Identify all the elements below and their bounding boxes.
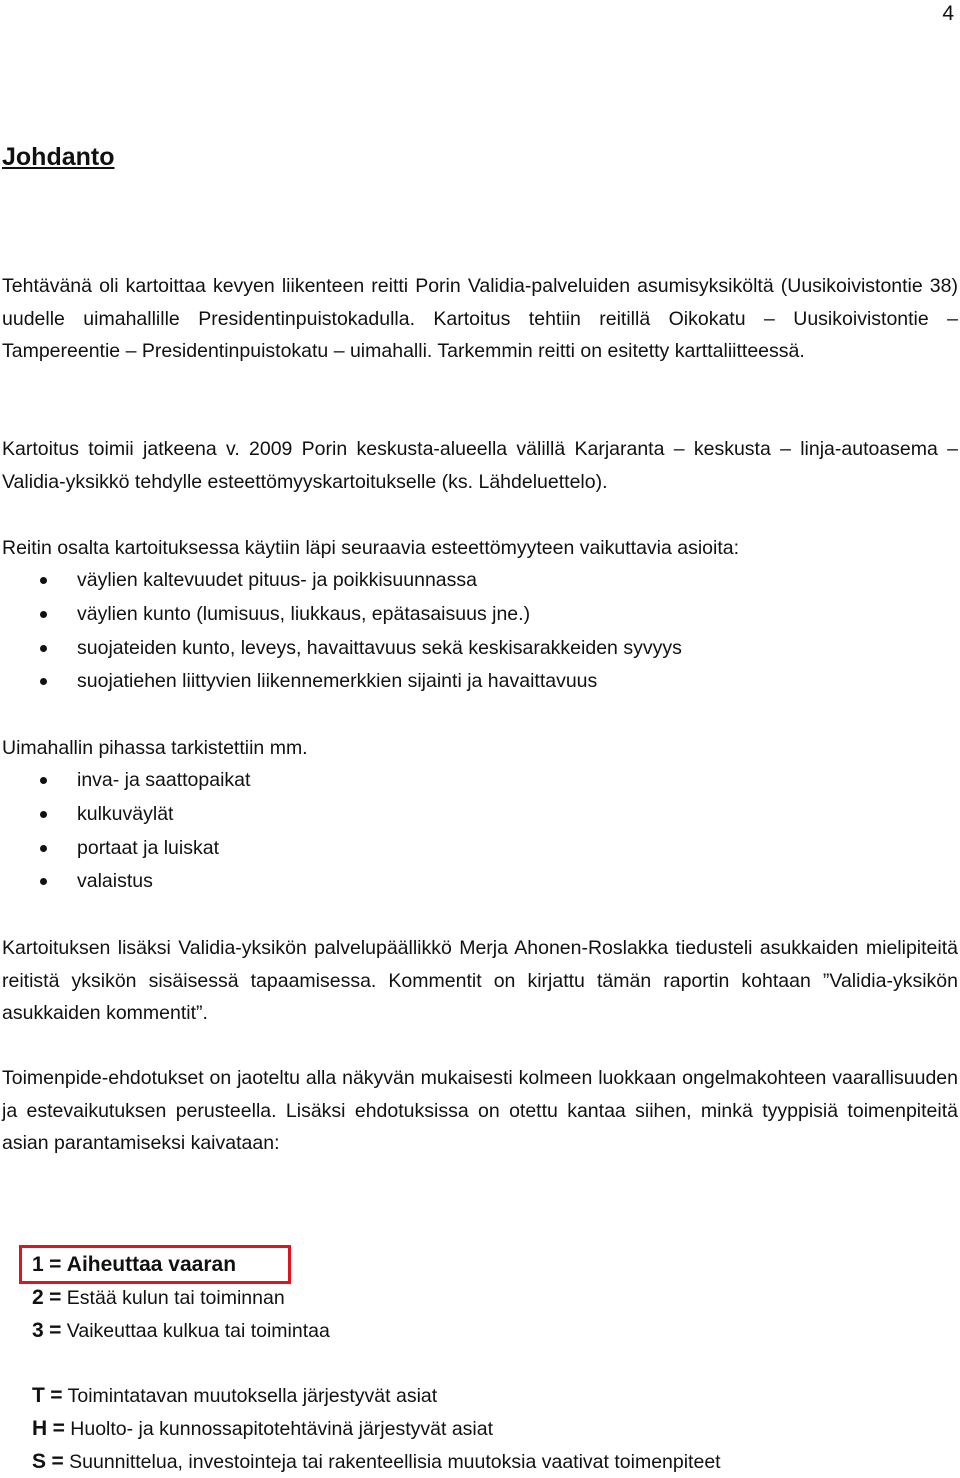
legend-code: 2 xyxy=(32,1285,44,1309)
paragraph-proposals: Toimenpide-ehdotukset on jaoteltu alla näkyvän mukaisesti kolmeen luokkaan ongelmakohteen vaarallisuuden ja estevaikutuksen perusteella. Lisäksi ehdotuksissa on otettu kantaa siihen, minkä tyyppisiä toimenpiteitä asian parantamiseksi kaivataan: xyxy=(2,1067,958,1154)
list-item: inva- ja saattopaikat xyxy=(0,764,250,798)
paragraph-route-intro: Reitin osalta kartoituksessa käytiin läpi seuraavia esteettömyyteen vaikuttavia asioita: xyxy=(2,537,740,559)
list-item: väylien kunto (lumisuus, liukkaus, epätasaisuus jne.) xyxy=(0,598,682,632)
legend-code: T xyxy=(32,1384,45,1407)
section-heading: Johdanto xyxy=(2,143,115,171)
action-legend xyxy=(32,1380,721,1478)
legend-item-h xyxy=(32,1413,721,1446)
legend-separator: = xyxy=(49,1285,62,1309)
legend-item-t xyxy=(32,1380,721,1413)
list-item: kulkuväylät xyxy=(0,798,250,832)
paragraph-task: Tehtävänä oli kartoittaa kevyen liikenteen reitti Porin Validia-palveluiden asumisyksiköltä (Uusikoivistontie 38) uudelle uimahallille Presidentinpuistokadulla. Kartoitus tehtiin reitillä Oikokatu – Uusikoivistontie – Tampereentie – Presidentinpuistokatu – uimahalli. Tarkemmin reitti on esitetty karttaliitteessä. xyxy=(2,275,958,362)
legend-text: Huolto- ja kunnossapitotehtävinä järjestyvät asiat xyxy=(70,1417,494,1440)
legend-code: H xyxy=(32,1416,48,1440)
paragraph-pool-intro: Uimahallin pihassa tarkistettiin mm. xyxy=(2,737,308,759)
severity-legend xyxy=(32,1249,330,1347)
legend-item-3 xyxy=(32,1315,330,1348)
legend-separator: = xyxy=(49,1318,62,1342)
legend-code: 3 xyxy=(32,1318,44,1342)
page-number: 4 xyxy=(942,2,954,25)
legend-separator: = xyxy=(50,1384,63,1407)
list-item: suojatiehen liittyvien liikennemerkkien sijainti ja havaittavuus xyxy=(0,665,682,699)
legend-code: S xyxy=(32,1449,47,1473)
legend-item-2 xyxy=(32,1282,330,1315)
legend-item-s xyxy=(32,1446,721,1478)
legend-separator: = xyxy=(51,1449,64,1473)
paragraph-comments: Kartoituksen lisäksi Validia-yksikön palvelupäällikkö Merja Ahonen-Roslakka tiedusteli asukkaiden mielipiteitä reitistä yksikön sisäisessä tapaamisessa. Kommentit on kirjattu tämän raportin kohtaan ”Validia-yksikön asukkaiden kommentit”. xyxy=(2,937,958,1024)
pool-check-list xyxy=(0,764,250,899)
paragraph-continuation: Kartoitus toimii jatkeena v. 2009 Porin keskusta-alueella välillä Karjaranta – keskusta – linja-autoasema – Validia-yksikkö tehdylle esteettömyyskartoitukselle (ks. Lähdeluettelo). xyxy=(2,438,958,493)
legend-text: Estää kulun tai toiminnan xyxy=(66,1286,285,1309)
legend-separator: = xyxy=(52,1416,65,1440)
list-item: valaistus xyxy=(0,865,250,899)
list-item: portaat ja luiskat xyxy=(0,832,250,866)
list-item: väylien kaltevuudet pituus- ja poikkisuunnassa xyxy=(0,564,682,598)
legend-separator: = xyxy=(49,1253,62,1276)
legend-text: Aiheuttaa vaaran xyxy=(66,1253,237,1276)
legend-item-1 xyxy=(32,1249,330,1282)
legend-text: Vaikeuttaa kulkua tai toimintaa xyxy=(66,1319,330,1342)
legend-text: Toimintatavan muutoksella järjestyvät asiat xyxy=(67,1385,438,1407)
legend-text: Suunnittelua, investointeja tai rakenteellisia muutoksia vaativat toimenpiteet xyxy=(69,1450,721,1473)
legend-code: 1 xyxy=(32,1253,44,1276)
route-check-list xyxy=(0,564,682,699)
list-item: suojateiden kunto, leveys, havaittavuus sekä keskisarakkeiden syvyys xyxy=(0,632,682,666)
